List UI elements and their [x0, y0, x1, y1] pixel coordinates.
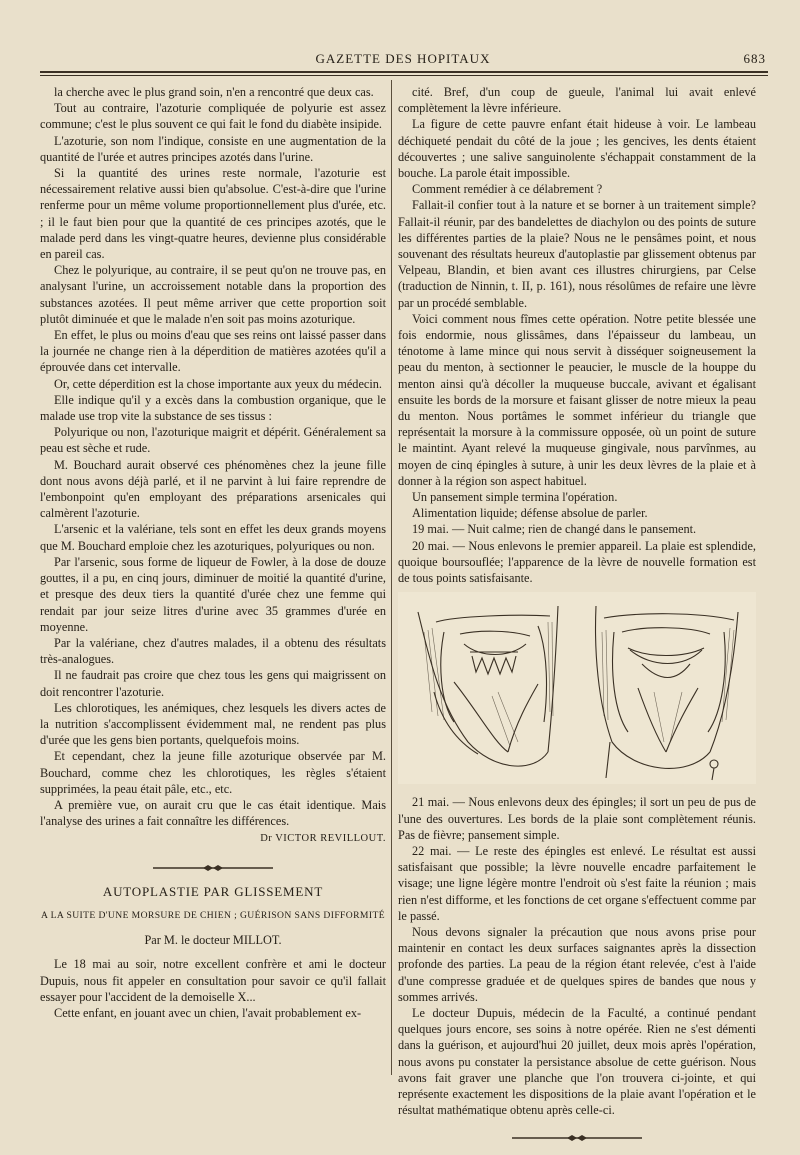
paragraph: Alimentation liquide; défense absolue de parler. [412, 506, 648, 521]
paragraph: Par la valériane, chez d'autres malades, il a obtenu des résultats très-analogues. [40, 635, 386, 667]
article-subtitle: A LA SUITE D'UNE MORSURE DE CHIEN ; GUÉRISON SANS DIFFORMITÉ [41, 909, 385, 921]
paragraph: L'azoturie, son nom l'indique, consiste en une augmentation de la quantité de l'urée et autres principes azotés dans l'urine. [40, 133, 386, 164]
paragraph: Fallait-il confier tout à la nature et se borner à un traitement simple? Fallait-il réunir, par des bandelettes de diachylon ou des points de suture les différentes parties de la plaie? Nous ne le pensâmes point, et nous souvenant des résultats heureux d'autoplastie par glissement obtenus par Velpeau, Blandin, et bien avant ces illustres chirurgiens, par Celse (traduction de Ninnin, t. II, p. 161), nous résolûmes de refaire une lèvre par un procédé semblable. [398, 198, 756, 310]
journal-title: GAZETTE DES HOPITAUX [315, 51, 491, 66]
paragraph: Il ne faudrait pas croire que chez tous les gens qui maigrissent on doit rencontrer l'azoturie. [40, 668, 386, 699]
ornament-rule-icon [153, 864, 273, 872]
paragraph: 21 mai. — Nous enlevons deux des épingles; il sort un peu de pus de l'une des ouvertures. Les bords de la plaie sont complètement réunis. Pas de fièvre; pansement simple. [398, 795, 756, 842]
paragraph: Chez le polyurique, au contraire, il se peut qu'on ne trouve pas, en analysant l'urine, un accroissement notable dans la proportion des substances azotées. Il peut même arriver que cette proportion soit plutôt diminuée et que le malade n'en soit pas moins azoturique. [40, 263, 386, 326]
paragraph: En effet, le plus ou moins d'eau que ses reins ont laissé passer dans la journée ne change rien à la déperdition de matières azotées qu'il a éprouvée dans cet intervalle. [40, 328, 386, 375]
paragraph: la cherche avec le plus grand soin, n'en a rencontré que deux cas. [54, 85, 374, 99]
article-author: Par M. le docteur MILLOT. [144, 933, 282, 948]
paragraph: Nous devons signaler la précaution que nous avons prise pour maintenir en contact les deux surfaces saignantes après la dissection profonde des parties. La peau de la région étant relevée, c'est à l'aide d'une compresse graduée et de quelques spires de bandes que nous y sommes arrivés. [398, 924, 756, 1004]
paragraph: Et cependant, chez la jeune fille azoturique observée par M. Bouchard, comme chez les chlorotiques, les règles s'étaient supprimées, la peau était pâle, etc., etc. [40, 749, 386, 796]
paragraph: La figure de cette pauvre enfant était hideuse à voir. Le lambeau déchiqueté pendait du côté de la joue ; les gencives, les dents étaient découvertes ; une salive sanguinolente s'échappait constamment de la bouche. La parole était impossible. [398, 117, 756, 181]
face-engraving-icon [398, 592, 756, 784]
paragraph: A première vue, on aurait cru que le cas était identique. Mais l'analyse des urines a fait connaître les différences. [40, 797, 386, 829]
signature: Dr VICTOR REVILLOUT. [260, 833, 386, 845]
paragraph: Cette enfant, en jouant avec un chien, l'avait probablement ex- [54, 1005, 362, 1020]
paragraph: Elle indique qu'il y a excès dans la combustion organique, que le malade use trop vite la substance de ses tissus : [40, 392, 386, 424]
paragraph: Comment remédier à ce délabrement ? [412, 182, 603, 197]
surgical-engraving [398, 592, 756, 784]
left-column [40, 84, 386, 1021]
column-divider [391, 80, 392, 1075]
header-rule-thick [40, 71, 768, 73]
paragraph: Voici comment nous fîmes cette opération. Notre petite blessée une fois endormie, nous glissâmes, dans l'épaisseur du lambeau, un ténotome à lame mince qui nous servit à disséquer soigneusement la peau du menton, à sectionner le peaucier, le muscle de la houppe du menton ainsi qu'à décoller la muqueuse buccale, avivant et égalisant ensuite les bords de la morsure et faisant glisser de notre mieux la peau du menton. Nous portâmes le sommet inférieur du triangle que représentait la morsure à la commissure opposée, où un point de suture le maintint. Ayant relevé la muqueuse gingivale, nous parvînmes, au moyen de cinq épingles à suture, à unir les deux lèvres de la plaie et à donner à la région son aspect habituel. [398, 311, 756, 488]
paragraph: Par l'arsenic, sous forme de liqueur de Fowler, à la dose de douze gouttes, il a pu, en cinq jours, diminuer de moitié la quantité d'urine, et presque des deux tiers la quantité d'urée chez une femme qui rendait par jour seize litres d'urine avec 35 grammes d'urée en moyenne. [40, 554, 386, 634]
paragraph: M. Bouchard aurait observé ces phénomènes chez la jeune fille dont nous avons déjà parlé, et il ne parvint à lui faire reprendre de l'embonpoint qu'en employant des préparations arsenicales qui calmèrent l'azoturie. [40, 457, 386, 521]
paragraph: Polyurique ou non, l'azoturique maigrit et dépérit. Généralement sa peau est sèche et rude. [40, 425, 386, 456]
paragraph: Or, cette déperdition est la chose importante aux yeux du médecin. [54, 376, 382, 391]
paragraph: 22 mai. — Le reste des épingles est enlevé. Le résultat est aussi satisfaisant que possible; la lèvre nouvelle encadre parfaitement le visage; une ligne légère montre l'endroit où s'est faite la réunion ; mais rien n'est difforme, et les fonctions de cet organe s'effectuent comme par le passé. [398, 843, 756, 923]
right-column [398, 84, 756, 1155]
closing-ornament [398, 1130, 756, 1146]
right-body-text-top [398, 84, 756, 586]
section-ornament [40, 860, 386, 876]
page-header [38, 48, 768, 70]
header-rule-thin [40, 75, 768, 76]
page-number: 683 [743, 51, 766, 66]
paragraph: Tout au contraire, l'azoturie compliquée de polyurie est assez commune; c'est le plus souvent ce qui fait le fond du diabète insipide. [40, 101, 386, 132]
ornament-rule-icon [512, 1134, 642, 1142]
paragraph: Les chlorotiques, les anémiques, chez lesquels les divers actes de la nutrition s'accomplissent évidemment mal, ne rendent pas plus d'urée que les gens bien portants, quelquefois moins. [40, 700, 386, 748]
paragraph: Si la quantité des urines reste normale, l'azoturie est nécessairement relative aussi bien qu'absolue. C'est-à-dire que l'urine renferme pour un même volume proportionnellement plus d'urée, etc. ; il le faut bien pour que la quantité de ces principes azotés, que le malade perd dans les vingt-quatre heures, devienne plus considérable en pareil cas. [40, 166, 386, 262]
paragraph: L'arsenic et la valériane, tels sont en effet les deux grands moyens que M. Bouchard emploie chez les azoturiques, polyuriques ou non. [40, 522, 386, 553]
paragraph: 19 mai. — Nuit calme; rien de changé dans le pansement. [412, 522, 697, 537]
article-title: AUTOPLASTIE PAR GLISSEMENT [102, 883, 324, 899]
article-body-text [40, 956, 386, 1021]
paragraph: Un pansement simple termina l'opération. [412, 490, 618, 505]
paragraph: cité. Bref, d'un coup de gueule, l'animal lui avait enlevé complètement la lèvre inférieure. [398, 85, 756, 116]
paragraph: 20 mai. — Nous enlevons le premier appareil. La plaie est splendide, quoique boursouflée; l'apparence de la lèvre de nouvelle formation est de tous points satisfaisante. [398, 538, 756, 586]
right-body-text-bottom [398, 794, 756, 1118]
left-body-text [40, 84, 386, 829]
paragraph: Le 18 mai au soir, notre excellent confrère et ami le docteur Dupuis, nous fit appeler en consultation pour savoir ce qu'il fallait essayer pour l'accident de la demoiselle X... [40, 957, 386, 1004]
paragraph: Le docteur Dupuis, médecin de la Faculté, a continué pendant quelques jours encore, ses soins à notre opérée. Rien ne s'est démenti dans la guérison, et aujourd'hui 20 juillet, deux mois après l'opération, nous avons pu constater la persistance absolue de cette guérison. Nous avons fait graver une planche que l'on trouvera ci-jointe, et qui représente exactement les dispositions de la plaie avant l'opération et le résultat mathématique obtenu après celle-ci. [398, 1005, 756, 1118]
